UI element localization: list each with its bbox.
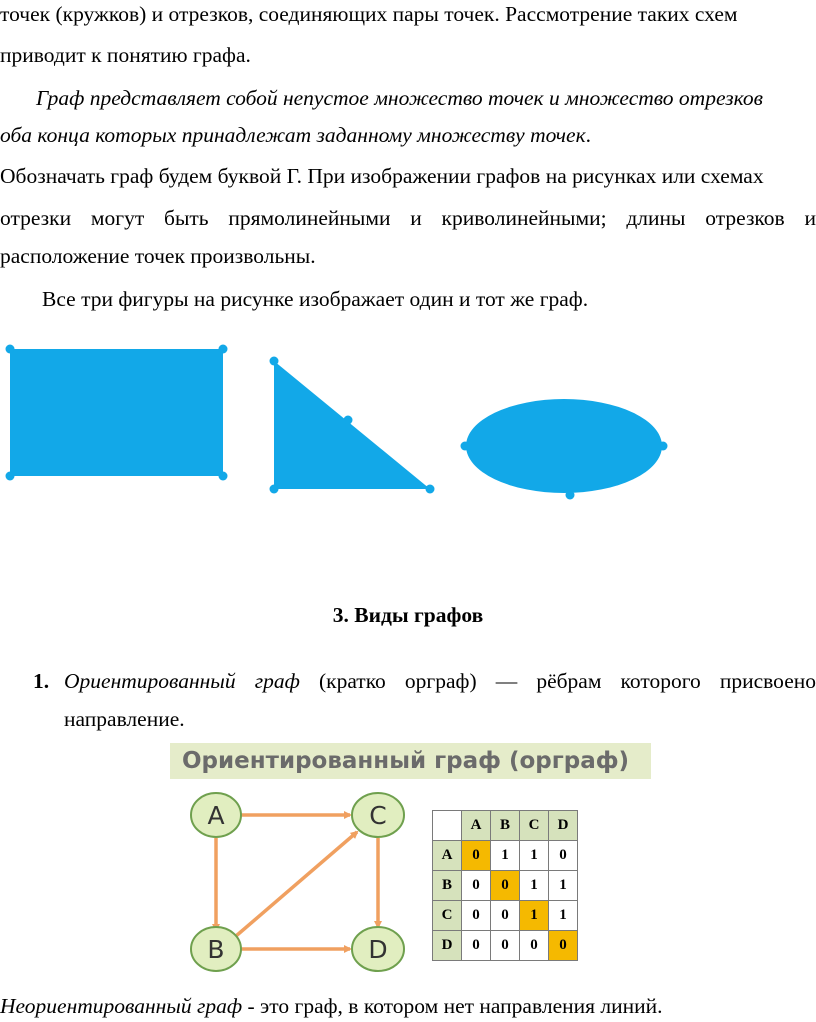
matrix-cell: 1	[549, 901, 578, 931]
matrix-cell: 0	[549, 841, 578, 871]
footer-line	[0, 992, 663, 1020]
digraph-title-banner	[170, 743, 651, 779]
matrix-row-header: C	[433, 901, 462, 931]
matrix-cell: 0	[462, 901, 491, 931]
digraph-diagram	[180, 790, 420, 980]
section-heading: 3. Виды графов	[332, 603, 484, 627]
list-item-1-line-1	[64, 667, 816, 695]
node-c	[352, 793, 404, 837]
matrix-cell: 1	[520, 901, 549, 931]
matrix-row	[433, 841, 578, 871]
edge-b-c	[236, 832, 357, 936]
matrix-cell: 0	[462, 871, 491, 901]
digraph-title: Ориентированный граф (орграф)	[182, 748, 630, 774]
notation-line-2: отрезки могут быть прямолинейными и криволинейными; длины отрезков и	[0, 206, 816, 230]
notation-line-1: Обозначать граф будем буквой Г. При изображении графов на рисунках или схемах	[0, 164, 764, 188]
adjacency-matrix	[432, 810, 578, 961]
matrix-cell: 0	[491, 901, 520, 931]
list-item-number: 1.	[33, 669, 50, 693]
matrix-row	[433, 901, 578, 931]
matrix-col-header: C	[520, 811, 549, 841]
matrix-cell: 0	[549, 931, 578, 961]
text-line-1: точек (кружков) и отрезков, соединяющих пары точек. Рассмотрение таких схем	[0, 2, 738, 26]
matrix-cell: 0	[520, 931, 549, 961]
matrix-col-header: D	[549, 811, 578, 841]
text-line-2: приводит к понятию графа.	[0, 43, 251, 67]
list-item-1-line-2: направление.	[64, 707, 185, 731]
matrix-row	[433, 871, 578, 901]
ellipse-graph	[461, 399, 668, 500]
matrix-row-header: A	[433, 841, 462, 871]
definition-line-1: Граф представляет собой непустое множество точек и множество отрезков	[36, 86, 763, 110]
matrix-cell: 1	[549, 871, 578, 901]
matrix-header-row	[433, 811, 578, 841]
matrix-cell: 1	[491, 841, 520, 871]
matrix-col-header: B	[491, 811, 520, 841]
list-item-1-term: Ориентированный граф	[64, 669, 300, 693]
node-a-label: A	[207, 801, 225, 830]
list-item-1-rest: (кратко орграф) — рёбрам которого присвоено	[299, 669, 816, 693]
matrix-cell: 0	[462, 931, 491, 961]
definition-line-2-end: .	[585, 123, 592, 147]
matrix-cell: 0	[491, 931, 520, 961]
triangle-graph	[270, 357, 435, 494]
definition-line-2	[0, 121, 591, 149]
node-a	[191, 793, 241, 837]
node-c-label: C	[369, 801, 387, 830]
matrix-cell: 0	[462, 841, 491, 871]
rectangle-graph	[6, 345, 228, 481]
node-d-label: D	[368, 935, 388, 964]
graph-figures	[0, 335, 816, 505]
footer-term: Неориентированный граф	[0, 994, 243, 1018]
node-d	[352, 927, 404, 971]
matrix-row-header: B	[433, 871, 462, 901]
footer-rest: - это граф, в котором нет направления линий.	[242, 994, 663, 1018]
definition-line-2-text: оба конца которых принадлежат заданному множеству точек	[0, 123, 586, 147]
node-b-label: B	[207, 935, 225, 964]
matrix-row-header: D	[433, 931, 462, 961]
node-b	[191, 927, 241, 971]
notation-line-3: расположение точек произвольны.	[0, 244, 316, 268]
matrix-cell: 1	[520, 841, 549, 871]
matrix-corner	[433, 811, 462, 841]
matrix-row	[433, 931, 578, 961]
matrix-cell: 0	[491, 871, 520, 901]
matrix-cell: 1	[520, 871, 549, 901]
matrix-col-header: A	[462, 811, 491, 841]
figures-caption: Все три фигуры на рисунке изображает один и тот же граф.	[42, 287, 589, 311]
